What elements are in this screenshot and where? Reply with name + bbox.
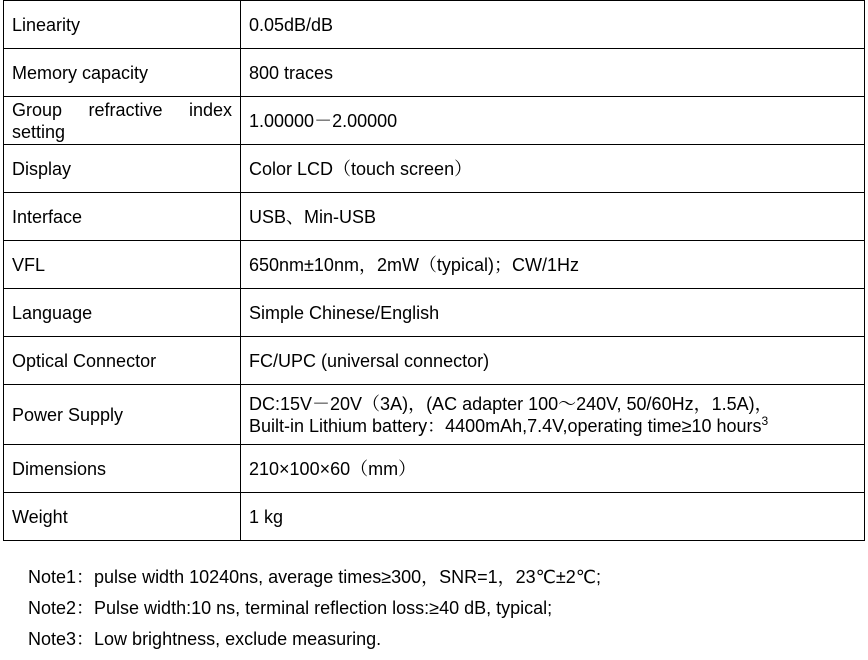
footnote-marker: 3 [761, 413, 769, 428]
table-row-memory-capacity [4, 49, 865, 97]
spec-value-line: 0.05dB/dB [249, 14, 334, 35]
spec-label: VFL [4, 241, 241, 289]
spec-label: Power Supply [4, 385, 241, 445]
spec-value [241, 337, 865, 385]
spec-value-line: Simple Chinese/English [249, 302, 440, 323]
spec-value [241, 97, 865, 145]
table-row-vfl [4, 241, 865, 289]
spec-value-text: Built-in Lithium battery：4400mAh,7.4V,operating time≥10 hours [249, 415, 762, 436]
spec-value-line: 800 traces [249, 62, 334, 83]
footnote-3: Note3：Low brightness, exclude measuring. [28, 629, 382, 649]
spec-label: Dimensions [4, 445, 241, 493]
table-row-weight [4, 493, 865, 541]
spec-value-line: Color LCD（touch screen） [249, 158, 473, 179]
table-row-linearity [4, 1, 865, 49]
specifications-table [3, 0, 865, 541]
footnotes [28, 566, 858, 659]
spec-label: Display [4, 145, 241, 193]
spec-value [241, 49, 865, 97]
spec-value [241, 445, 865, 493]
spec-value [241, 493, 865, 541]
spec-value-line: 1.00000－2.00000 [249, 110, 398, 131]
spec-label: Group refractive index setting [4, 97, 241, 145]
spec-value [241, 145, 865, 193]
spec-value [241, 1, 865, 49]
spec-value [241, 289, 865, 337]
spec-label: Linearity [4, 1, 241, 49]
spec-value-line: USB、Min-USB [249, 206, 377, 227]
footnote-1: Note1：pulse width 10240ns, average times≥300，SNR=1，23℃±2℃; [28, 567, 601, 587]
spec-value-line: FC/UPC (universal connector) [249, 350, 490, 371]
spec-label: Optical Connector [4, 337, 241, 385]
spec-value-line: 650nm±10nm，2mW（typical)；CW/1Hz [249, 254, 579, 275]
spec-value [241, 241, 865, 289]
spec-label: Interface [4, 193, 241, 241]
table-row-optical-connector [4, 337, 865, 385]
table-row-group-refractive-index [4, 97, 865, 145]
spec-value-line: 210×100×60（mm） [249, 458, 417, 479]
spec-value-line: DC:15V－20V（3A)，(AC adapter 100～240V, 50/60Hz，1.5A)， [249, 393, 773, 414]
spec-label: Language [4, 289, 241, 337]
table-row-power-supply [4, 385, 865, 445]
table-row-language [4, 289, 865, 337]
table-row-interface [4, 193, 865, 241]
spec-value [241, 193, 865, 241]
spec-value [241, 385, 865, 445]
table-row-display [4, 145, 865, 193]
spec-label: Weight [4, 493, 241, 541]
table-row-dimensions [4, 445, 865, 493]
footnote-2: Note2：Pulse width:10 ns, terminal reflection loss:≥40 dB, typical; [28, 598, 553, 618]
spec-value-line: 1 kg [249, 506, 284, 527]
spec-value-line [249, 415, 856, 437]
spec-label: Memory capacity [4, 49, 241, 97]
